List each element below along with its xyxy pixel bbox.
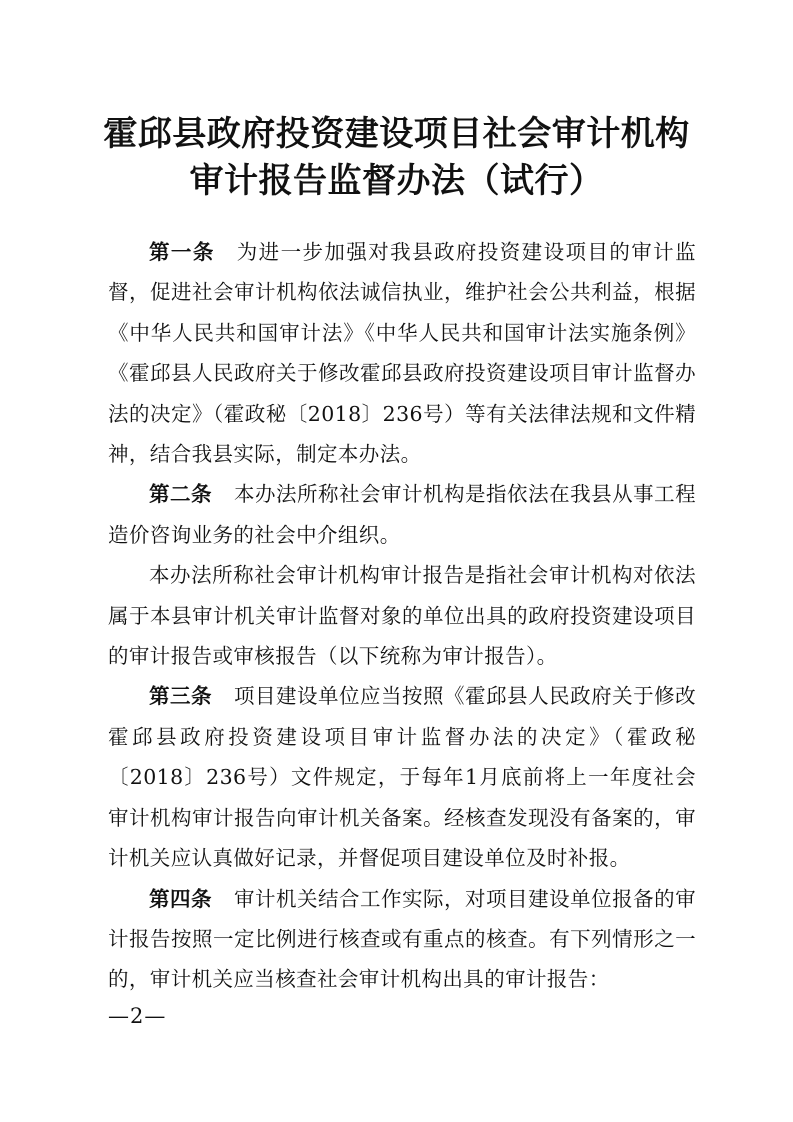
article-label: 第四条: [149, 886, 213, 911]
paragraph-text: 审计机关结合工作实际，对项目建设单位报备的审计报告按照一定比例进行核查或有重点的核查。有下列情形之一的，审计机关应当核查社会审计机构出具的审计报告：: [108, 886, 696, 992]
paragraph-article-1: [108, 232, 696, 474]
page-number: —2—: [108, 1004, 167, 1028]
document-title-line2: 审计报告监督办法（试行）: [189, 161, 604, 201]
article-label: 第三条: [149, 684, 213, 709]
article-label: 第二条: [149, 482, 213, 507]
paragraph-text: 本办法所称社会审计机构审计报告是指社会审计机构对依法属于本县审计机关审计监督对象的单位出具的政府投资建设项目的审计报告或审核报告（以下统称为审计报告）。: [108, 563, 696, 669]
paragraph-text: 为进一步加强对我县政府投资建设项目的审计监督，促进社会审计机构依法诚信执业，维护社会公共利益，根据《中华人民共和国审计法》《中华人民共和国审计法实施条例》《霍邱县人民政府关于修改霍邱县政府投资建设项目审计监督办法的决定》（霍政秘〔2018〕236号）等有关法律法规和文件精神，结合我县实际，制定本办法。: [108, 240, 697, 467]
paragraph-article-2: [108, 474, 696, 555]
paragraph-text: 本办法所称社会审计机构是指依法在我县从事工程造价咨询业务的社会中介组织。: [108, 482, 696, 547]
document-body: [108, 232, 696, 1000]
paragraph-text: 项目建设单位应当按照《霍邱县人民政府关于修改霍邱县政府投资建设项目审计监督办法的决定》（霍政秘〔2018〕236号）文件规定，于每年1月底前将上一年度社会审计机构审计报告向审计机关备案。经核查发现没有备案的，审计机关应认真做好记录，并督促项目建设单位及时补报。: [108, 684, 696, 871]
paragraph-article-2-continued: [108, 555, 696, 676]
article-label: 第一条: [149, 240, 215, 264]
paragraph-article-4: [108, 879, 696, 1000]
paragraph-article-3: [108, 676, 696, 878]
document-title-line1: 霍邱县政府投资建设项目社会审计机构: [103, 114, 690, 154]
